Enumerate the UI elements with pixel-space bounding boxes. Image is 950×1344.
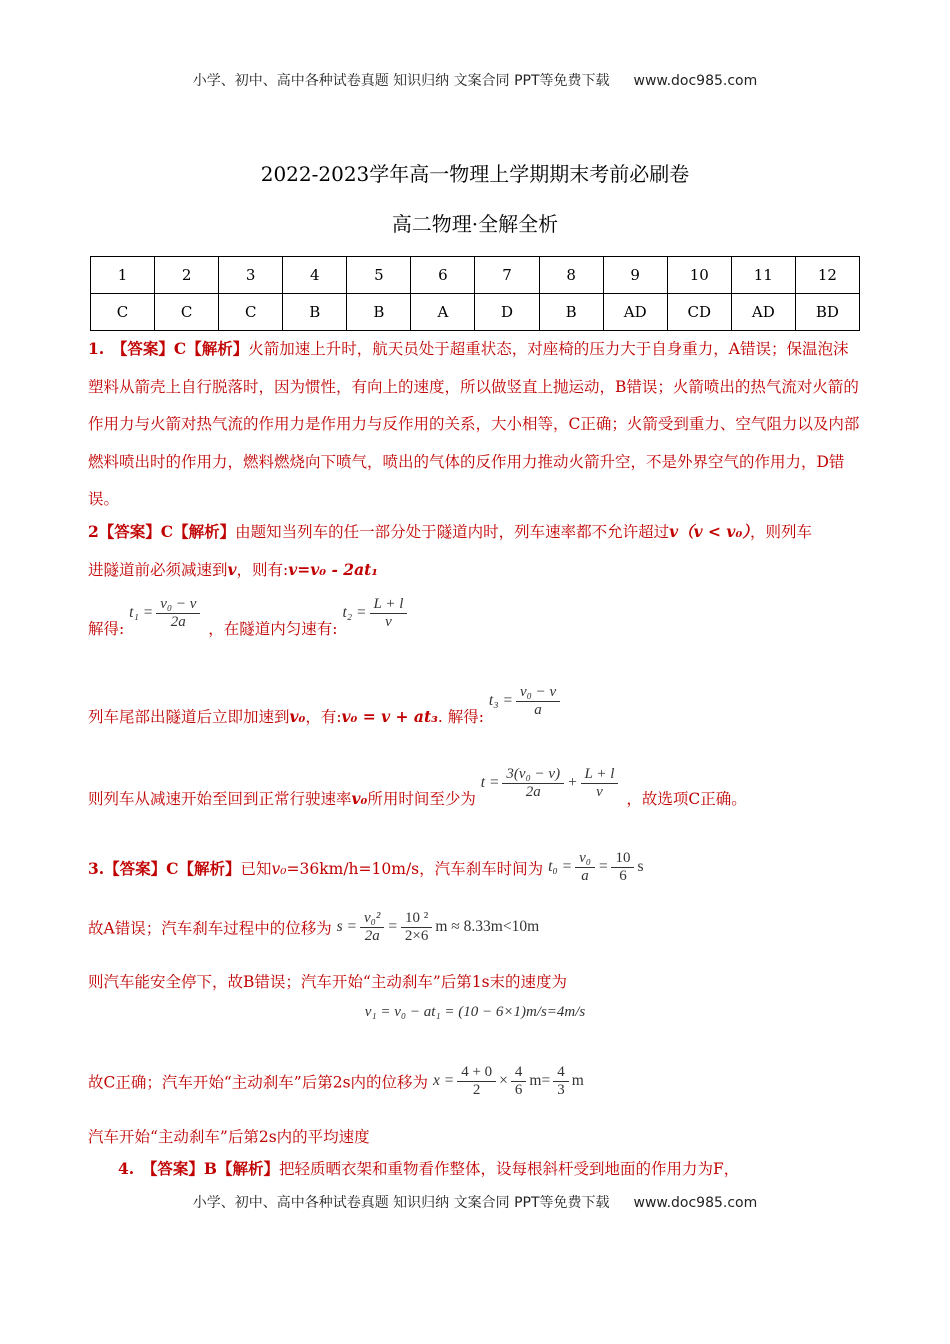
- q3-line-5: [88, 1064, 584, 1099]
- formula-part: m: [571, 1072, 584, 1090]
- q4-answer-label: 4. 【答案】B【解析】: [118, 1159, 280, 1178]
- q4-line-1: [118, 1157, 739, 1179]
- q1-text: 火箭加速上升时，航天员处于超重状态，对座椅的压力大于自身重力，A错误；保温泡沫塑料从箭壳上自行脱落时，因为惯性，有向上的速度，所以做竖直上抛运动，B错误；火箭喷出的热气流对火箭的作用力与火箭对热气流的作用力是作用力与反作用的关系，大小相等，C正确；火箭受到重力、空气阻力以及内部燃料喷出时的作用力，燃料燃烧向下喷气，喷出的气体的反作用力推动火箭升空，不是外界空气的作用力，D错误。: [88, 340, 860, 508]
- q3-line-6: 汽车开始“主动刹车”后第2s内的平均速度: [88, 1128, 370, 1146]
- denominator: a: [534, 702, 542, 718]
- numerator: 4 + 0: [457, 1064, 496, 1082]
- q2-var: v₀: [289, 706, 306, 726]
- q2-text: 则列车从减速开始至回到正常行驶速率: [88, 789, 352, 808]
- q2-line-2: [88, 558, 378, 580]
- answer-table: [90, 256, 860, 331]
- q3-text-group: [88, 860, 543, 878]
- answer-number-row: [91, 257, 860, 294]
- denominator: 2×6: [404, 928, 429, 944]
- table-cell: B: [283, 294, 347, 331]
- table-cell: AD: [731, 294, 795, 331]
- q2-line-3: [88, 596, 410, 638]
- fraction: [511, 1064, 527, 1099]
- numerator: 3(v₀ − v): [502, 766, 564, 784]
- numerator: 4: [511, 1064, 527, 1082]
- s-formula: [337, 910, 539, 945]
- numerator: 10: [611, 850, 634, 868]
- fraction: [575, 850, 595, 885]
- fraction: [553, 1064, 569, 1099]
- numerator: v₀²: [360, 910, 384, 928]
- table-cell: 12: [795, 257, 859, 294]
- q2-text: ，则列车: [749, 523, 812, 541]
- t2-formula: [342, 596, 410, 631]
- table-cell: 8: [539, 257, 603, 294]
- v1-equation: v₁ = v₀ − at₁ = (10 − 6×1)m/s=4m/s: [364, 1004, 586, 1020]
- fraction: [502, 766, 564, 801]
- table-cell: 7: [475, 257, 539, 294]
- table-cell: 4: [283, 257, 347, 294]
- q3-answer-label: 3.【答案】C【解析】: [88, 858, 241, 878]
- page-title: 2022-2023学年高一物理上学期期末考前必刷卷: [260, 162, 690, 186]
- page-subtitle: 高二物理·全解全析: [391, 212, 559, 236]
- q3-text: 已知: [240, 859, 272, 878]
- table-cell: C: [91, 294, 155, 331]
- fraction: [360, 910, 384, 945]
- denominator: v: [596, 784, 603, 800]
- table-cell: CD: [667, 294, 731, 331]
- q2-line-1: [88, 520, 812, 542]
- q4-text: 把轻质晒衣架和重物看作整体，设每根斜杆受到地面的作用力为F，: [279, 1160, 740, 1178]
- numerator: v₀ − v: [516, 684, 560, 702]
- denominator: 2a: [525, 784, 541, 800]
- formula-part: t =: [480, 774, 500, 792]
- table-cell: C: [155, 294, 219, 331]
- question-1-explanation: [88, 330, 860, 519]
- table-cell: BD: [795, 294, 859, 331]
- q2-text: 进隧道前必须减速到: [88, 561, 228, 579]
- formula-part: m ≈ 8.33m<10m: [435, 918, 540, 936]
- table-cell: 9: [603, 257, 667, 294]
- t3-formula: [489, 684, 563, 719]
- q1-answer-label: 1. 【答案】C【解析】: [88, 339, 249, 358]
- fraction: [401, 910, 432, 945]
- table-cell: A: [411, 294, 475, 331]
- formula-part: =: [597, 858, 609, 876]
- denominator: a: [581, 868, 589, 884]
- fraction: [581, 766, 619, 801]
- formula-part: t₂ =: [342, 604, 367, 622]
- formula-part: ×: [499, 1072, 508, 1090]
- page-header: [0, 70, 950, 90]
- table-cell: 11: [731, 257, 795, 294]
- footer-site-text: 小学、初中、高中各种试卷真题 知识归纳 文案合同 PPT等免费下载: [192, 1195, 610, 1211]
- t-total-formula: [481, 766, 622, 801]
- q2-text: 列车尾部出隧道后立即加速到: [88, 707, 290, 726]
- q3-text: 故A错误；汽车刹车过程中的位移为: [88, 919, 332, 938]
- q2-text: ，有:: [305, 707, 342, 726]
- numerator: v₀: [575, 850, 595, 868]
- table-cell: 5: [347, 257, 411, 294]
- numerator: 10 ²: [401, 910, 432, 928]
- q3-var: v₀: [271, 859, 287, 878]
- table-cell: 1: [91, 257, 155, 294]
- q2-speed-condition: v（v < v₀）: [669, 522, 750, 541]
- table-cell: 3: [219, 257, 283, 294]
- q3-line-3: 则汽车能安全停下，故B错误；汽车开始“主动刹车”后第1s末的速度为: [88, 973, 568, 991]
- fraction: [516, 684, 560, 719]
- denominator: v: [385, 614, 392, 630]
- table-cell: B: [539, 294, 603, 331]
- q2-text-group: [88, 790, 476, 808]
- q2-answer-label: 2【答案】C【解析】: [88, 522, 236, 541]
- table-cell: C: [219, 294, 283, 331]
- formula-part: +: [567, 774, 578, 792]
- denominator: 2a: [170, 614, 186, 630]
- page-footer: [0, 1192, 950, 1212]
- denominator: 2: [472, 1082, 481, 1098]
- q2-var: v₀: [351, 788, 368, 808]
- fraction: [611, 850, 634, 885]
- q3-line-1: [88, 850, 643, 885]
- q2-var: v: [227, 560, 237, 579]
- q3-text: =36km/h=10m/s，汽车刹车时间为: [286, 859, 544, 878]
- formula-part: t₃ =: [488, 692, 513, 710]
- formula-part: t₁ =: [129, 604, 154, 622]
- table-cell: 6: [411, 257, 475, 294]
- q2-text: ，在隧道内匀速有:: [208, 619, 338, 638]
- denominator: 6: [619, 868, 627, 884]
- fraction: [457, 1064, 496, 1099]
- t1-formula: [129, 596, 203, 631]
- numerator: v₀ − v: [156, 596, 200, 614]
- numerator: 4: [553, 1064, 569, 1082]
- t0-formula: [548, 850, 643, 885]
- table-cell: 2: [155, 257, 219, 294]
- q2-text: 解得:: [88, 619, 125, 638]
- answer-letter-row: [91, 294, 860, 331]
- q2-equation: v₀ = v + at₃: [341, 706, 438, 726]
- formula-part: =: [387, 918, 398, 936]
- x-formula: [433, 1064, 584, 1099]
- q2-equation: v=v₀ - 2at₁: [288, 560, 379, 579]
- numerator: L + l: [370, 596, 408, 614]
- q2-line-4: [88, 684, 563, 726]
- q3-text: 故C正确；汽车开始“主动刹车”后第2s内的位移为: [88, 1073, 429, 1092]
- fraction: [370, 596, 408, 631]
- formula-part: s =: [336, 918, 358, 936]
- q2-text: ，故选项C正确。: [626, 789, 747, 808]
- q2-line-5: [88, 766, 747, 808]
- denominator: 3: [557, 1082, 565, 1098]
- table-cell: AD: [603, 294, 667, 331]
- fraction: [156, 596, 200, 631]
- formula-part: x =: [432, 1072, 455, 1090]
- formula-part: s: [637, 858, 644, 876]
- footer-url[interactable]: www.doc985.com: [633, 1195, 758, 1211]
- formula-part: t₀ =: [548, 858, 573, 876]
- formula-part: m=: [529, 1072, 551, 1090]
- numerator: L + l: [581, 766, 619, 784]
- q2-text: . 解得:: [437, 707, 484, 726]
- q3-line-2: [88, 910, 539, 945]
- header-site-text: 小学、初中、高中各种试卷真题 知识归纳 文案合同 PPT等免费下载: [192, 73, 610, 89]
- table-cell: D: [475, 294, 539, 331]
- denominator: 6: [514, 1082, 523, 1098]
- header-url[interactable]: www.doc985.com: [633, 73, 758, 89]
- q2-text-group: [88, 708, 484, 726]
- table-cell: B: [347, 294, 411, 331]
- q2-text: 由题知当列车的任一部分处于隧道内时，列车速率都不允许超过: [235, 523, 670, 541]
- q2-text: ，则有:: [236, 561, 289, 579]
- denominator: 2a: [364, 928, 380, 944]
- q2-text: 所用时间至少为: [367, 789, 476, 808]
- table-cell: 10: [667, 257, 731, 294]
